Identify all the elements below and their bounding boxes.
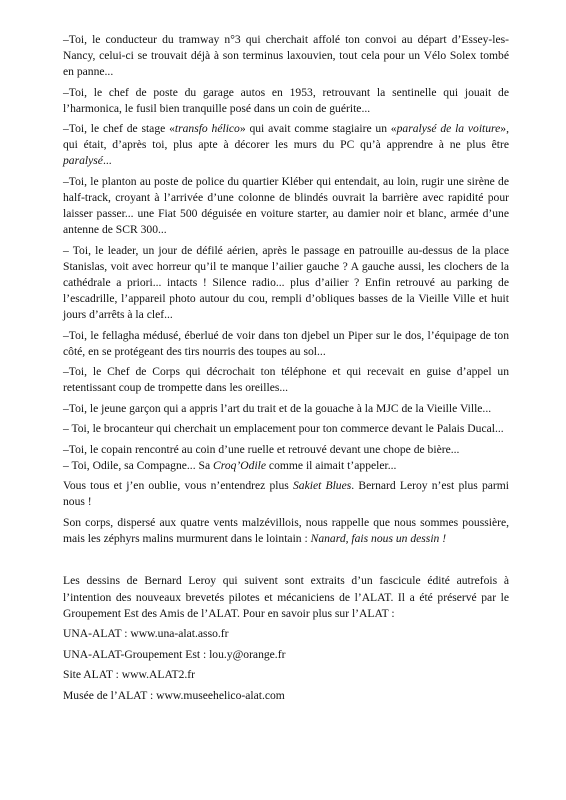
paragraph: [63, 478, 509, 510]
info-line-musee: Musée de l’ALAT : www.museehelico-alat.com: [63, 688, 285, 702]
document-page: [63, 32, 509, 708]
text-run: Son corps, dispersé aux quatre vents malzévillois, nous rappelle que nous sommes poussière, mais les zéphyrs malins murmurent dans le lointain :: [63, 515, 509, 545]
text-run: – Toi, Odile, sa Compagne... Sa: [63, 458, 213, 472]
text-run: – Toi, le brocanteur qui cherchait un emplacement pour ton commerce devant le Palais Ducal...: [63, 422, 504, 436]
memorial-text: [63, 32, 509, 547]
paragraph: [63, 458, 509, 474]
info-line-groupement-est: UNA-ALAT-Groupement Est : lou.y@orange.fr: [63, 647, 286, 661]
paragraph: [63, 364, 509, 396]
italic-run: transfo hélico: [174, 122, 240, 136]
text-run: . Bernard Leroy n’est plus parmi nous !: [63, 479, 510, 509]
italic-run: Sakiet Blues: [292, 479, 352, 493]
text-run: ...: [102, 154, 112, 168]
text-run: » qui avait comme stagiaire un «: [239, 122, 397, 136]
text-run: –Toi, le chef de stage «: [63, 122, 175, 136]
text-run: Vous tous et j’en oublie, vous n’entendrez plus: [63, 479, 293, 493]
paragraph: [63, 421, 509, 437]
drawings-intro-paragraph: Les dessins de Bernard Leroy qui suivent sont extraits d’un fascicule édité autrefois à l’intention des nouveaux brevetés pilotes et mécaniciens de l’ALAT. Il a été préservé par le Groupement Est des Amis de l’ALAT. Pour en savoir plus sur l’ALAT :: [63, 574, 509, 620]
paragraph: [63, 85, 509, 117]
italic-run: paralysé de la voiture: [396, 122, 501, 136]
text-run: –Toi, le jeune garçon qui a appris l’art du trait et de la gouache à la MJC de la Vieille Ville...: [63, 401, 492, 415]
text-run: –Toi, le chef de poste du garage autos en 1953, retrouvant la sentinelle qui jouait de l’harmonica, le fusil bien tranquille posé dans un coin de guérite...: [63, 85, 509, 115]
text-run: –Toi, le conducteur du tramway n°3 qui cherchait affolé ton convoi au départ d’Essey-les-Nancy, celui-ci se trouvait déjà à son terminus laxouvien, tout cela pour un Vélo Solex tombé en panne...: [63, 33, 509, 79]
paragraph: [63, 328, 509, 360]
text-run: –Toi, le planton au poste de police du quartier Kléber qui entendait, au loin, rugir une sirène de half-track, croyant à l’arrivée d’une colonne de blindés ouvrait la barrière avec rapidité pour laisser passer... une Fiat 500 déguisée en voiture starter, au damier noir et blanc, armée d’une antenne de SCR 300...: [63, 174, 509, 237]
paragraph: [63, 442, 509, 458]
italic-run: paralysé: [63, 154, 103, 168]
text-run: – Toi, le leader, un jour de défilé aérien, après le passage en patrouille au-dessus de la place Stanislas, voit avec horreur qu’il te manque l’ailier gauche ? A gauche aussi, les clochers de la cathédrale a priori... intacts ! Silence radio... plus d’ailier ? Enfin retrouvé au parking de l’escadrille, l’appareil photo autour du cou, rempli d’obliques basses de la Vieille Ville et huit jours d’arrêts à la clef...: [63, 243, 509, 322]
paragraph: [63, 174, 509, 238]
info-line-site-alat: Site ALAT : www.ALAT2.fr: [63, 668, 196, 682]
paragraph: [63, 32, 509, 80]
text-run: –Toi, le Chef de Corps qui décrochait ton téléphone et qui recevait en guise d’appel un retentissant coup de trompette dans les oreilles...: [63, 365, 509, 395]
italic-run: Nanard, fais nous un dessin !: [310, 531, 447, 545]
paragraph: [63, 515, 509, 547]
section-spacer: [63, 551, 509, 573]
alat-info-block: [63, 573, 509, 703]
text-run: comme il aimait t’appeler...: [266, 458, 397, 472]
text-run: », qui était, d’après toi, plus apte à décorer les murs du PC qu’à apprendre à ne plus être: [63, 122, 509, 152]
paragraph: [63, 243, 509, 323]
text-run: –Toi, le fellagha médusé, éberlué de voir dans ton djebel un Piper sur le dos, l’équipage de ton côté, en se protégeant des tirs nourris des toupes au sol...: [63, 328, 509, 358]
text-run: –Toi, le copain rencontré au coin d’une ruelle et retrouvé devant une chope de bière...: [63, 442, 460, 456]
italic-run: Croq’Odile: [213, 458, 267, 472]
paragraph: [63, 401, 509, 417]
paragraph: [63, 121, 509, 169]
info-line-una-alat: UNA-ALAT : www.una-alat.asso.fr: [63, 627, 229, 641]
